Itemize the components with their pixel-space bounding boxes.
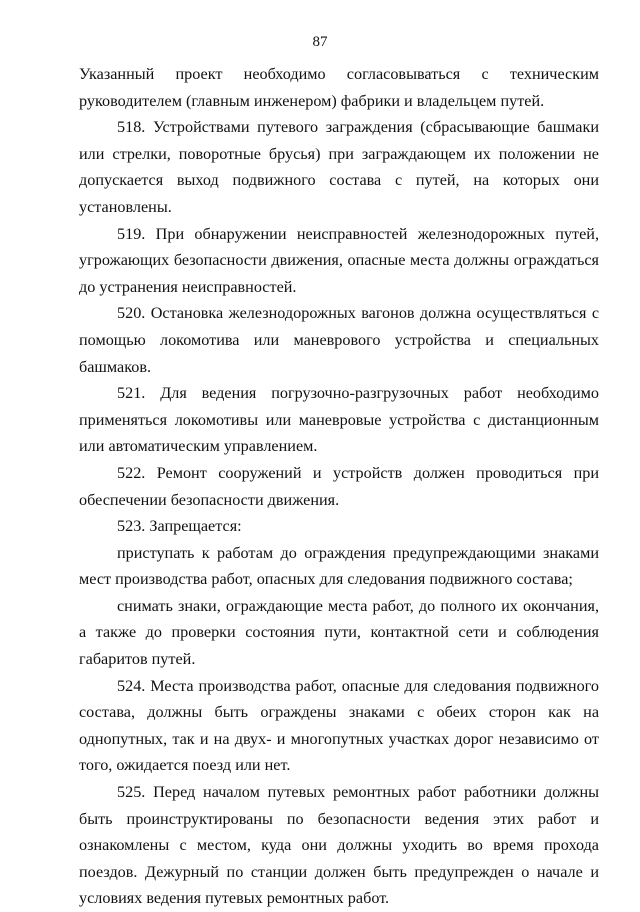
paragraph-521: 521. Для ведения погрузочно-разгрузочных работ необходимо применяться локомотивы или маневровые устройства с дистанционным или автоматическим управлением.: [79, 384, 599, 456]
paragraph-520: 520. Остановка железнодорожных вагонов должна осуществляться с помощью локомотива или маневрового устройства и специальных башмаков.: [79, 304, 599, 376]
paragraph-519: 519. При обнаружении неисправностей железнодорожных путей, угрожающих безопасности движения, опасные места должны ограждаться до устранения неисправностей.: [79, 224, 599, 296]
paragraph-524: 524. Места производства работ, опасные для следования подвижного состава, должны быть ограждены знаками с обеих сторон как на однопутных, так и на двух- и многопутных участках дорог независимо от того, ожидается поезд или нет.: [79, 676, 599, 775]
paragraph-523-item-2: снимать знаки, ограждающие места работ, до полного их окончания, а также до проверки состояния пути, контактной сети и соблюдения габаритов путей.: [79, 596, 599, 669]
paragraph-523: 523. Запрещается:: [117, 517, 242, 536]
document-body: [79, 61, 599, 912]
page-number: 87: [312, 34, 328, 50]
paragraph-523-item-1: приступать к работам до ограждения предупреждающими знаками мест производства работ, опасных для следования подвижного состава;: [79, 543, 599, 589]
paragraph-intro: Указанный проект необходимо согласовываться с техническим руководителем (главным инженером) фабрики и владельцем путей.: [79, 65, 599, 110]
paragraph-522: 522. Ремонт сооружений и устройств должен проводиться при обеспечении безопасности движения.: [79, 463, 599, 509]
paragraph-525: 525. Перед началом путевых ремонтных работ работники должны быть проинструктированы по безопасности ведения этих работ и ознакомлены с местом, куда они должны уходить во время прохода поездов. Дежурный по станции должен быть предупрежден о начале и условиях ведения путевых ремонтных работ.: [79, 783, 599, 908]
paragraph-518: 518. Устройствами путевого заграждения (сбрасывающие башмаки или стрелки, поворотные брусья) при заграждающем их положении не допускается выход подвижного состава с путей, на которых они установлены.: [79, 118, 599, 216]
